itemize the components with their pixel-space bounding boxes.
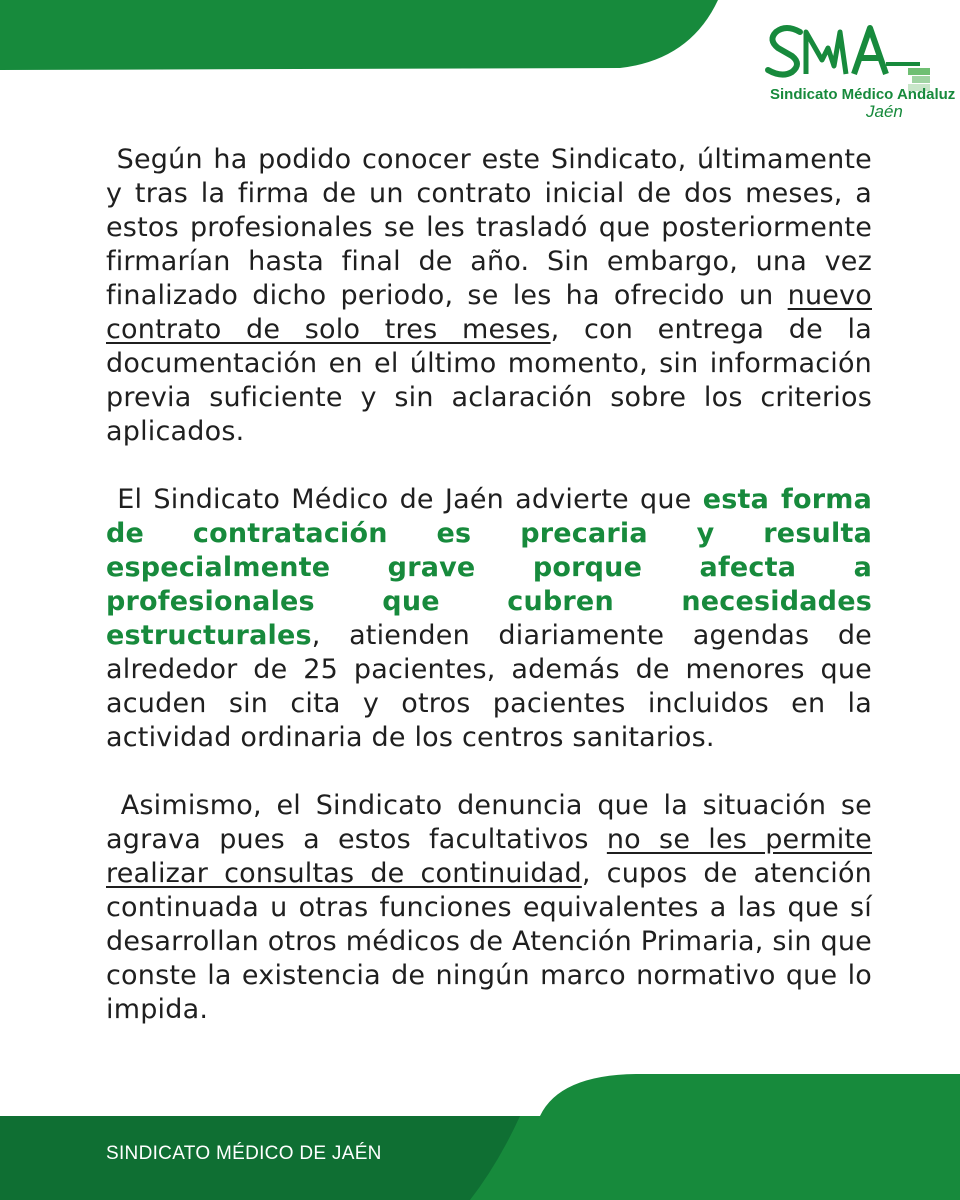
paragraph-1 — [106, 143, 872, 449]
sma-logo — [762, 18, 956, 128]
article-body — [106, 143, 872, 1061]
paragraph-3-text: Asimismo, el Sindicato denuncia que la situación se agrava pues a estos facultativos — [106, 790, 872, 855]
logo-city: Jaén — [866, 102, 903, 121]
paragraph-1-text: Según ha podido conocer este Sindicato, últimamente y tras la firma de un contrato inicial de dos meses, a estos profesionales se les trasladó que posteriormente firmarían hasta final de año. Sin embargo, una vez finalizado dicho periodo, se les ha ofrecido un — [106, 144, 872, 311]
paragraph-3-text-end: , cupos de atención continuada u otras funciones equivalentes a las que sí desarrollan otros médicos de Atención Primaria, sin que conste la existencia de ningún marco normativo que lo impida. — [106, 858, 872, 1025]
paragraph-2-text-end: , atienden diariamente agendas de alrededor de 25 pacientes, además de menores que acuden sin cita y otros pacientes incluidos en la actividad ordinaria de los centros sanitarios. — [106, 620, 872, 753]
paragraph-3-underlined: no se les permite realizar consultas de continuidad — [106, 824, 872, 889]
logo-organization-name: Sindicato Médico Andaluz — [770, 86, 956, 103]
paragraph-2-text: El Sindicato Médico de Jaén advierte que — [106, 484, 703, 515]
paragraph-1-text-end: , con entrega de la documentación en el último momento, sin información previa suficiente y sin aclaración sobre los criterios aplicados. — [106, 314, 872, 447]
paragraph-2-highlight: esta forma de contratación es precaria y resulta especialmente grave porque afecta a profesionales que cubren necesidades estructurales — [106, 484, 872, 651]
bottom-green-band — [0, 1074, 960, 1200]
footer-organization-name: SINDICATO MÉDICO DE JAÉN — [106, 1143, 382, 1164]
paragraph-1-underlined: nuevo contrato de solo tres meses — [106, 280, 872, 345]
paragraph-3 — [106, 789, 872, 1027]
paragraph-2 — [106, 483, 872, 755]
top-green-band — [0, 0, 730, 70]
